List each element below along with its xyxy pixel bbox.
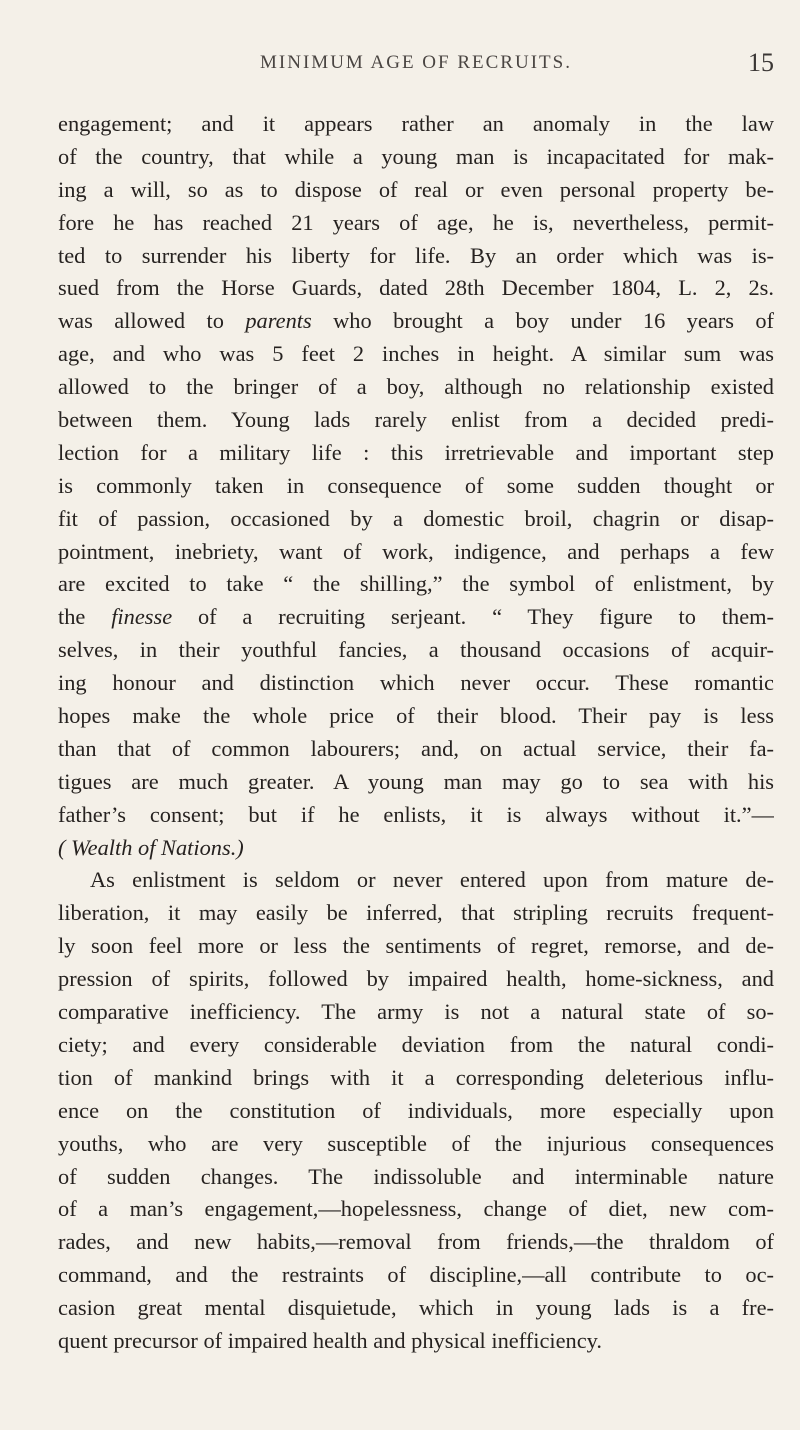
text-line: casion great mental disquietude, which in young lads is a fre- xyxy=(58,1295,774,1321)
body-text xyxy=(58,108,774,1358)
text-line: between them. Young lads rarely enlist from a decided predi- xyxy=(58,407,774,433)
text-line: youths, who are very susceptible of the injurious consequences xyxy=(58,1130,774,1156)
text-line: of sudden changes. The indissoluble and interminable nature xyxy=(58,1163,774,1189)
text-line: father’s consent; but if he enlists, it is always without it.”— xyxy=(58,801,774,827)
running-head-title: MINIMUM AGE OF RECRUITS. xyxy=(260,52,572,73)
text-line: the finesse of a recruiting serjeant. “ They figure to them- xyxy=(58,604,774,630)
text-line: lection for a military life : this irretrievable and important step xyxy=(58,439,774,465)
text-line: pointment, inebriety, want of work, indigence, and perhaps a few xyxy=(58,538,774,564)
text-line: tigues are much greater. A young man may go to sea with his xyxy=(58,768,774,794)
text-line: quent precursor of impaired health and physical inefficiency. xyxy=(58,1327,603,1353)
text-line: age, and who was 5 feet 2 inches in height. A similar sum was xyxy=(58,341,774,367)
text-line: ciety; and every considerable deviation from the natural condi- xyxy=(58,1031,774,1057)
text-line: is commonly taken in consequence of some sudden thought or xyxy=(58,472,774,498)
text-line: of the country, that while a young man is incapacitated for mak- xyxy=(58,143,774,169)
text-line: command, and the restraints of discipline,—all contribute to oc- xyxy=(58,1262,774,1288)
text-line: ing a will, so as to dispose of real or even personal property be- xyxy=(58,176,774,202)
text-line: are excited to take “ the shilling,” the symbol of enlistment, by xyxy=(58,571,774,597)
text-line: liberation, it may easily be inferred, that stripling recruits frequent- xyxy=(58,900,774,926)
text-line: allowed to the bringer of a boy, although no relationship existed xyxy=(58,374,774,400)
citation-line: ( Wealth of Nations.) xyxy=(58,834,244,860)
text-line: hopes make the whole price of their blood. Their pay is less xyxy=(58,703,774,729)
text-line: of a man’s engagement,—hopelessness, change of diet, new com- xyxy=(58,1196,774,1222)
text-line: ence on the constitution of individuals, more especially upon xyxy=(58,1097,774,1123)
text-line: was allowed to parents who brought a boy under 16 years of xyxy=(58,308,774,334)
text-line: than that of common labourers; and, on actual service, their fa- xyxy=(58,735,774,761)
text-line: selves, in their youthful fancies, a thousand occasions of acquir- xyxy=(58,637,774,663)
text-line: ly soon feel more or less the sentiments of regret, remorse, and de- xyxy=(58,933,774,959)
italic-emphasis: parents xyxy=(245,308,312,334)
paragraph-start-line: As enlistment is seldom or never entered upon from mature de- xyxy=(90,867,774,893)
page-number: 15 xyxy=(748,48,774,77)
text-line: pression of spirits, followed by impaired health, home-sickness, and xyxy=(58,966,774,992)
text-line: ted to surrender his liberty for life. By an order which was is- xyxy=(58,242,774,268)
text-line: engagement; and it appears rather an anomaly in the law xyxy=(58,111,774,136)
text-line: rades, and new habits,—removal from friends,—the thraldom of xyxy=(58,1229,774,1255)
text-line: ing honour and distinction which never occur. These romantic xyxy=(58,670,774,696)
italic-emphasis: finesse xyxy=(111,604,173,630)
text-line: comparative inefficiency. The army is not a natural state of so- xyxy=(58,999,774,1025)
text-line: tion of mankind brings with it a corresponding deleterious influ- xyxy=(58,1064,774,1090)
text-line: fit of passion, occasioned by a domestic broil, chagrin or disap- xyxy=(58,505,774,531)
text-line: sued from the Horse Guards, dated 28th December 1804, L. 2, 2s. xyxy=(58,275,774,301)
text-line: fore he has reached 21 years of age, he is, nevertheless, permit- xyxy=(58,209,774,235)
running-head xyxy=(58,48,774,86)
